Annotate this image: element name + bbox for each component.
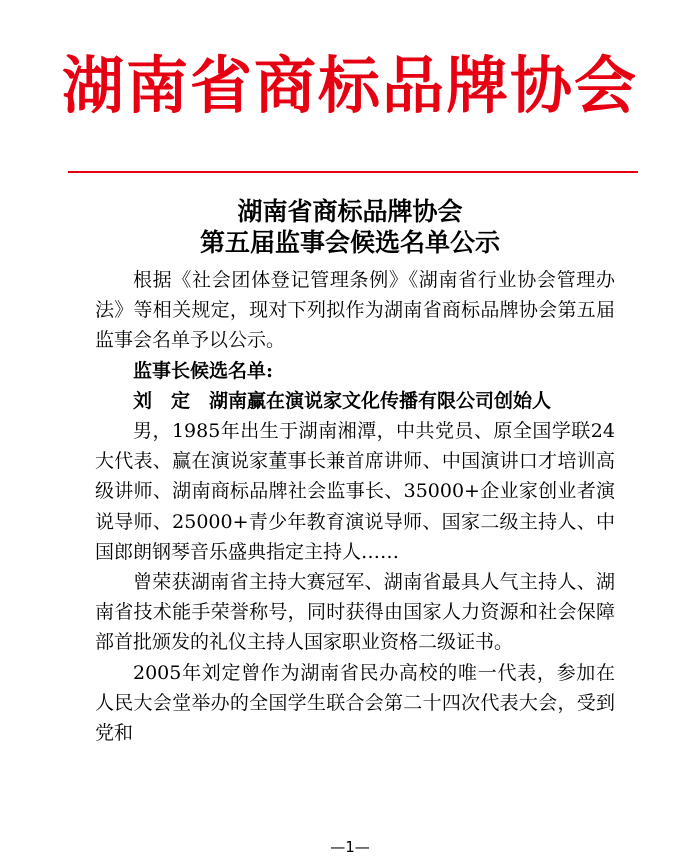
bio-paragraph-3: 2005年刘定曾作为湖南省民办高校的唯一代表，参加在人民大会堂举办的全国学生联合会第二十四次代表大会，受到党和 <box>95 661 615 745</box>
candidate-line: 刘 定 湖南赢在演说家文化传播有限公司创始人 <box>133 389 552 412</box>
intro-paragraph: 根据《社会团体登记管理条例》《湖南省行业协会管理办法》等相关规定，现对下列拟作为湖南省商标品牌协会第五届监事会名单予以公示。 <box>95 269 615 352</box>
letterhead-title: 湖南省商标品牌协会 <box>61 49 638 122</box>
page-number: —1— <box>330 838 370 856</box>
document-title-line-1: 湖南省商标品牌协会 <box>237 197 463 226</box>
bio-paragraph-1: 男，1985年出生于湖南湘潭，中共党员、原全国学联24大代表、赢在演说家董事长兼首席讲师、中国演讲口才培训高级讲师、湖南商标品牌社会监事长、35000+企业家创业者演说导师、25000+青少年教育演说导师、国家二级主持人、中国郎朗钢琴音乐盛典指定主持人…… <box>95 420 615 563</box>
document-body <box>95 265 615 748</box>
letterhead-red-rule <box>68 171 638 173</box>
section-heading: 监事长候选名单: <box>133 359 274 382</box>
bio-paragraph-2: 曾荣获湖南省主持大赛冠军、湖南省最具人气主持人、湖南省技术能手荣誉称号，同时获得由国家人力资源和社会保障部首批颁发的礼仪主持人国家职业资格二级证书。 <box>95 571 615 654</box>
document-title-line-2: 第五届监事会候选名单公示 <box>199 228 500 257</box>
